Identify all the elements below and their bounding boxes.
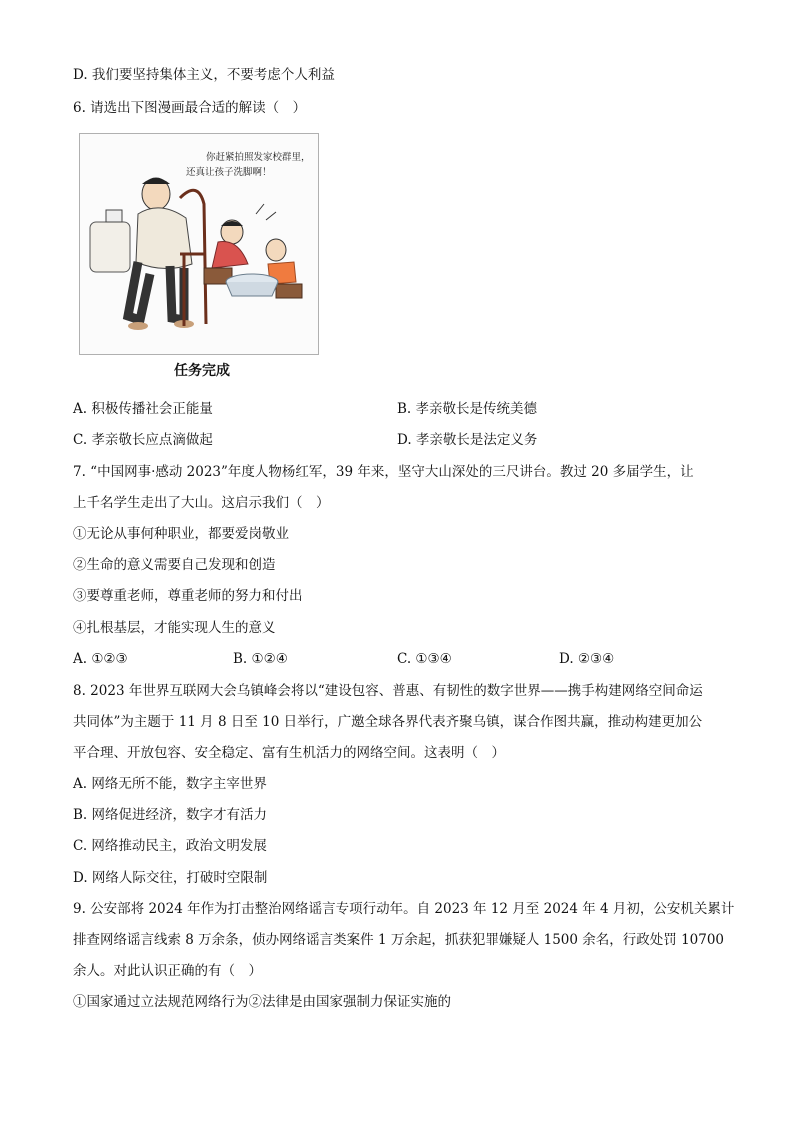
q6-option-d: D. 孝亲敬长是法定义务 xyxy=(397,432,538,448)
q8-option-b: B. 网络促进经济，数字才有活力 xyxy=(73,807,268,823)
q6-stem: 6. 请选出下图漫画最合适的解读（ ） xyxy=(73,100,307,116)
comic-illustration-icon xyxy=(80,134,318,354)
q7-option-a: A. ①②③ xyxy=(73,651,128,667)
q7-option-c: C. ①③④ xyxy=(397,651,452,667)
q8-stem-line-1: 8. 2023 年世界互联网大会乌镇峰会将以“建设包容、普惠、有韧性的数字世界——携手构建网络空间命运 xyxy=(73,683,703,699)
q7-statement-4: ④扎根基层，才能实现人生的意义 xyxy=(73,620,276,636)
q7-option-b: B. ①②④ xyxy=(233,651,288,667)
q9-stem-line-1: 9. 公安部将 2024 年作为打击整治网络谣言专项行动年。自 2023 年 12 月至 2024 年 4 月初，公安机关累计 xyxy=(73,901,735,917)
q6-option-b: B. 孝亲敬长是传统美德 xyxy=(397,401,538,417)
q9-stem-line-3: 余人。对此认识正确的有（ ） xyxy=(73,963,262,979)
q7-option-d: D. ②③④ xyxy=(559,651,615,667)
q8-option-a: A. 网络无所不能，数字主宰世界 xyxy=(73,776,267,792)
q7-statement-2: ②生命的意义需要自己发现和创造 xyxy=(73,557,276,573)
q9-stem-line-2: 排查网络谣言线索 8 万余条，侦办网络谣言类案件 1 万余起，抓获犯罪嫌疑人 1500 余名，行政处罚 10700 xyxy=(73,932,725,948)
q8-stem-line-3: 平合理、开放包容、安全稳定、富有生机活力的网络空间。这表明（ ） xyxy=(73,745,505,761)
q7-statement-1: ①无论从事何种职业，都要爱岗敬业 xyxy=(73,526,289,542)
comic-image xyxy=(79,133,319,355)
q9-statements-1-2: ①国家通过立法规范网络行为②法律是由国家强制力保证实施的 xyxy=(73,994,451,1010)
q7-stem-line-2: 上千名学生走出了大山。这启示我们（ ） xyxy=(73,495,330,511)
q6-option-a: A. 积极传播社会正能量 xyxy=(73,401,213,417)
q5-option-d: D. 我们要坚持集体主义，不要考虑个人利益 xyxy=(73,67,335,83)
q8-option-c: C. 网络推动民主，政治文明发展 xyxy=(73,838,267,854)
q6-option-c: C. 孝亲敬长应点滴做起 xyxy=(73,432,213,448)
q8-stem-line-2: 共同体”为主题于 11 月 8 日至 10 日举行，广邀全球各界代表齐聚乌镇，谋合作图共赢，推动构建更加公 xyxy=(73,714,703,730)
q8-option-d: D. 网络人际交往，打破时空限制 xyxy=(73,870,268,886)
comic-bubble-line-1: 你赶紧拍照发家校群里， xyxy=(206,152,311,163)
comic-bubble-line-2: 还真让孩子洗脚啊！ xyxy=(186,167,272,178)
q7-stem-line-1: 7. “中国网事·感动 2023”年度人物杨红军，39 年来，坚守大山深处的三尺讲台。教过 20 多届学生，让 xyxy=(73,464,694,480)
comic-caption: 任务完成 xyxy=(174,363,230,379)
q7-statement-3: ③要尊重老师，尊重老师的努力和付出 xyxy=(73,588,303,604)
